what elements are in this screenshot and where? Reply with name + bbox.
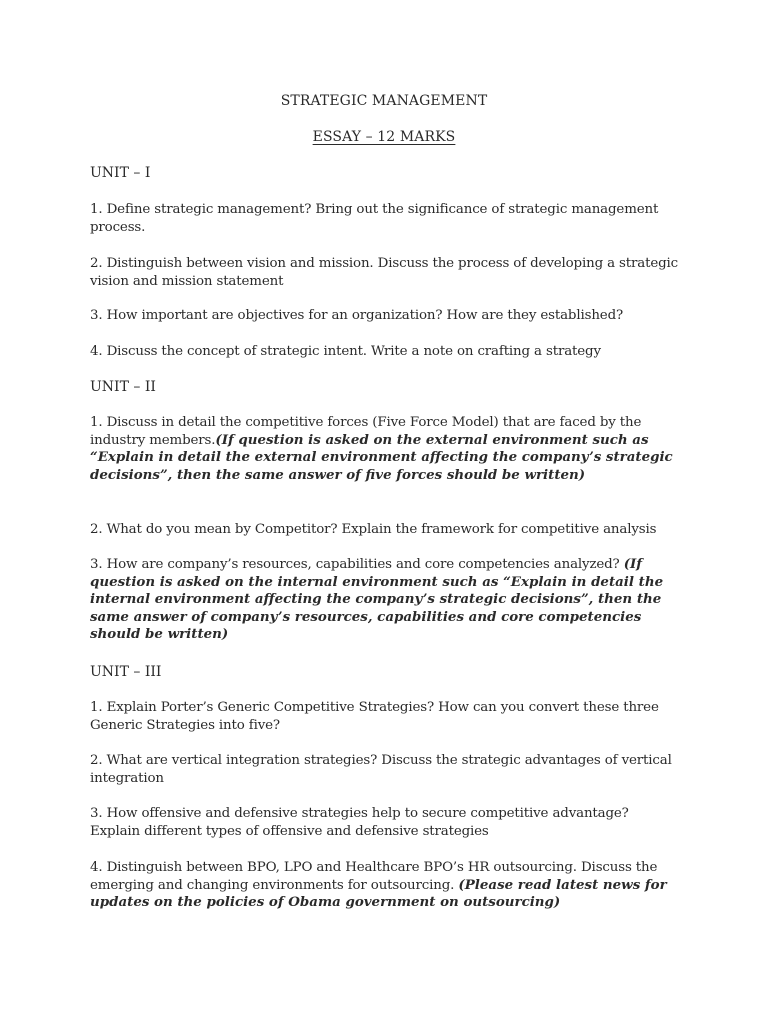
unit-heading-1: UNIT – I <box>90 165 151 181</box>
question-unit1-1 <box>90 201 680 236</box>
question-unit3-2 <box>90 752 680 787</box>
question-note: (If question is asked on the internal environment such as “Explain in detail the internal environment affecting the company’s strategic decisions”, then the same answer of company’s resources, capabilities and core competencies should be written) <box>90 556 664 643</box>
question-text: 4. Distinguish between BPO, LPO and Healthcare BPO’s HR outsourcing. Discuss the emerging and changing environments for outsourcing. <box>90 860 658 893</box>
question-note: (Please read latest news for updates on the policies of Obama government on outsourcing) <box>90 876 667 911</box>
question-text: 3. How offensive and defensive strategies help to secure competitive advantage? Explain different types of offensive and defensive strategies <box>90 806 629 839</box>
unit-heading-3: UNIT – III <box>90 664 162 680</box>
question-text: 2. What are vertical integration strategies? Discuss the strategic advantages of vertical integration <box>90 753 672 786</box>
question-text: 3. How are company’s resources, capabilities and core competencies analyzed? <box>90 557 624 572</box>
question-text: 2. What do you mean by Competitor? Explain the framework for competitive analysis <box>90 522 657 537</box>
question-text: 1. Discuss in detail the competitive forces (Five Force Model) that are faced by the industry members. <box>90 415 642 448</box>
question-text: 1. Explain Porter’s Generic Competitive Strategies? How can you convert these three Generic Strategies into five? <box>90 700 659 733</box>
question-unit2-1 <box>90 414 680 484</box>
question-unit1-3 <box>90 307 680 325</box>
document-subtitle: ESSAY – 12 MARKS <box>312 129 456 145</box>
question-text: 4. Discuss the concept of strategic intent. Write a note on crafting a strategy <box>90 344 601 359</box>
question-text: 1. Define strategic management? Bring out the significance of strategic management process. <box>90 202 659 235</box>
question-text: 3. How important are objectives for an organization? How are they established? <box>90 308 624 323</box>
question-unit1-2 <box>90 255 680 290</box>
question-unit1-4 <box>90 343 680 361</box>
question-unit2-3 <box>90 556 680 644</box>
question-unit3-1 <box>90 699 680 734</box>
question-unit2-2 <box>90 521 680 539</box>
unit-heading-2: UNIT – II <box>90 379 156 395</box>
question-unit3-3 <box>90 805 680 840</box>
document-title: STRATEGIC MANAGEMENT <box>280 93 488 109</box>
question-note: (If question is asked on the external environment such as “Explain in detail the external environment affecting the company’s strategic decisions”, then the same answer of five forces should be written) <box>90 431 673 483</box>
question-unit3-4 <box>90 859 680 912</box>
question-text: 2. Distinguish between vision and mission. Discuss the process of developing a strategic vision and mission statement <box>90 256 679 289</box>
